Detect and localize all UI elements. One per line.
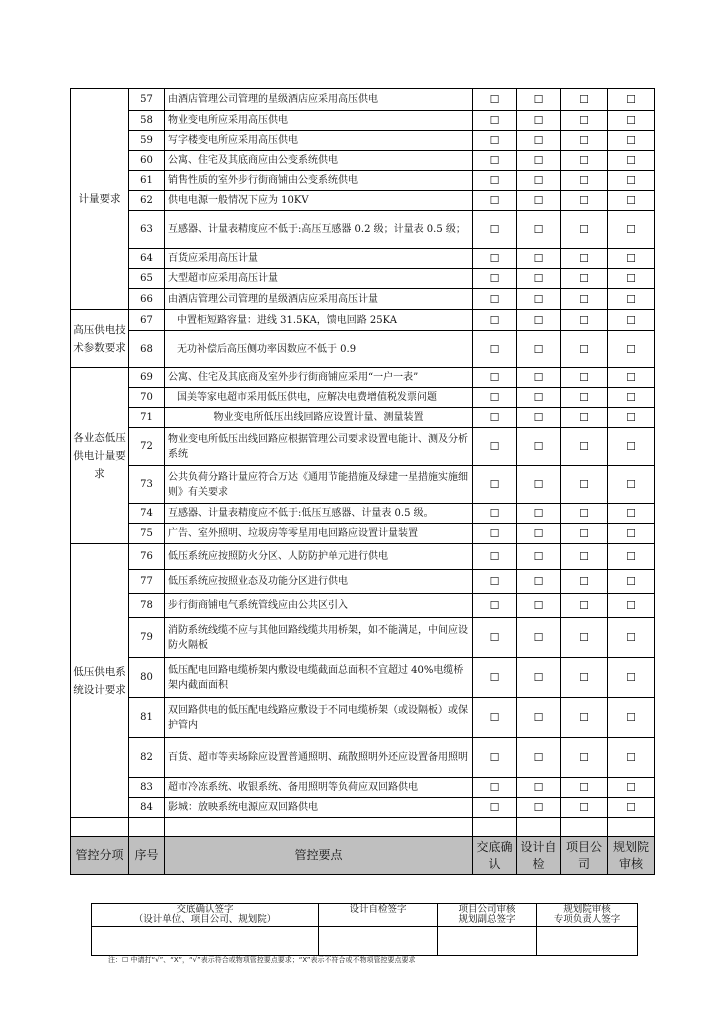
checkbox-review[interactable]: ☐ <box>608 171 655 191</box>
checkbox-self-check[interactable]: ☐ <box>517 289 561 310</box>
table-row <box>71 618 655 658</box>
row-number: 68 <box>129 331 165 368</box>
checkbox-review[interactable]: ☐ <box>608 738 655 778</box>
checkbox-self-check[interactable]: ☐ <box>517 388 561 408</box>
checkbox-self-check[interactable]: ☐ <box>517 269 561 289</box>
checkbox-project[interactable]: ☐ <box>561 310 608 331</box>
table-row <box>71 658 655 698</box>
checkbox-self-check[interactable]: ☐ <box>517 778 561 798</box>
header-self-check: 设计自检 <box>517 837 561 875</box>
checkbox-review[interactable]: ☐ <box>608 798 655 818</box>
row-text: 低压系统应按照防火分区、人防防护单元进行供电 <box>165 544 473 570</box>
row-number: 79 <box>129 618 165 658</box>
checkbox-project[interactable]: ☐ <box>561 111 608 131</box>
checkbox-self-check[interactable]: ☐ <box>517 544 561 570</box>
row-text: 公共负荷分路计量应符合万达《通用节能措施及绿建一星措施实施细则》有关要求 <box>165 466 473 504</box>
table-row <box>71 738 655 778</box>
signature-review-header <box>537 904 638 927</box>
row-number: 76 <box>129 544 165 570</box>
checkbox-self-check[interactable]: ☐ <box>517 698 561 738</box>
checkbox-review[interactable]: ☐ <box>608 408 655 428</box>
checkbox-self-check[interactable]: ☐ <box>517 618 561 658</box>
checkbox-review[interactable]: ☐ <box>608 570 655 594</box>
checkbox-review[interactable]: ☐ <box>608 331 655 368</box>
checkbox-self-check[interactable]: ☐ <box>517 570 561 594</box>
checkbox-review[interactable]: ☐ <box>608 151 655 171</box>
row-number: 57 <box>129 89 165 111</box>
row-text: 物业变电所低压出线回路应设置计量、测量装置 <box>165 408 473 428</box>
checkbox-review[interactable]: ☐ <box>608 289 655 310</box>
row-number: 60 <box>129 151 165 171</box>
signature-review-subtitle: 专项负责人签字 <box>553 914 621 925</box>
checkbox-self-check[interactable]: ☐ <box>517 798 561 818</box>
table-row <box>71 89 655 111</box>
table-row <box>71 798 655 818</box>
blank-cell <box>165 818 473 837</box>
checkbox-project[interactable]: ☐ <box>561 151 608 171</box>
table-row <box>71 289 655 310</box>
row-text: 影城：放映系统电源应双回路供电 <box>165 798 473 818</box>
checkbox-confirm[interactable]: ☐ <box>473 428 517 466</box>
row-number: 71 <box>129 408 165 428</box>
checkbox-review[interactable]: ☐ <box>608 368 655 388</box>
checkbox-confirm[interactable]: ☐ <box>473 89 517 111</box>
checkbox-self-check[interactable]: ☐ <box>517 738 561 778</box>
checkbox-self-check[interactable]: ☐ <box>517 331 561 368</box>
checkbox-project[interactable]: ☐ <box>561 408 608 428</box>
row-number: 64 <box>129 249 165 269</box>
row-text: 销售性质的室外步行街商铺由公变系统供电 <box>165 171 473 191</box>
row-text: 写字楼变电所应采用高压供电 <box>165 131 473 151</box>
checkbox-confirm[interactable]: ☐ <box>473 269 517 289</box>
table-row <box>71 249 655 269</box>
checkbox-confirm[interactable]: ☐ <box>473 658 517 698</box>
signature-self-check-title: 设计自检签字 <box>349 904 407 915</box>
checkbox-review[interactable]: ☐ <box>608 778 655 798</box>
category-lv-metering: 各业态低压供电计量要求 <box>71 368 129 544</box>
row-number: 82 <box>129 738 165 778</box>
checkbox-confirm[interactable]: ☐ <box>473 466 517 504</box>
checkbox-project[interactable]: ☐ <box>561 798 608 818</box>
checkbox-project[interactable]: ☐ <box>561 171 608 191</box>
checkbox-confirm[interactable]: ☐ <box>473 211 517 249</box>
checkbox-project[interactable]: ☐ <box>561 466 608 504</box>
checkbox-confirm[interactable]: ☐ <box>473 778 517 798</box>
signature-review-field[interactable] <box>537 927 638 956</box>
table-row <box>71 131 655 151</box>
checkbox-self-check[interactable]: ☐ <box>517 191 561 211</box>
row-text: 低压配电回路电缆桥架内敷设电缆截面总面积不宜超过 40%电缆桥架内截面面积 <box>165 658 473 698</box>
checkbox-confirm[interactable]: ☐ <box>473 570 517 594</box>
checkbox-confirm[interactable]: ☐ <box>473 111 517 131</box>
checkbox-self-check[interactable]: ☐ <box>517 594 561 618</box>
checkbox-project[interactable]: ☐ <box>561 524 608 544</box>
table-row <box>71 466 655 504</box>
checkbox-review[interactable]: ☐ <box>608 594 655 618</box>
row-number: 78 <box>129 594 165 618</box>
checkbox-confirm[interactable]: ☐ <box>473 544 517 570</box>
checkbox-review[interactable]: ☐ <box>608 191 655 211</box>
checkbox-review[interactable]: ☐ <box>608 658 655 698</box>
checkbox-review[interactable]: ☐ <box>608 544 655 570</box>
checkbox-self-check[interactable]: ☐ <box>517 111 561 131</box>
blank-cell <box>129 818 165 837</box>
row-number: 73 <box>129 466 165 504</box>
row-text: 消防系统线缆不应与其他回路线缆共用桥架，如不能满足，中间应设防火隔板 <box>165 618 473 658</box>
table-row <box>71 211 655 249</box>
table-header-row <box>71 837 655 875</box>
checkbox-confirm[interactable]: ☐ <box>473 191 517 211</box>
row-number: 74 <box>129 504 165 524</box>
row-text: 互感器、计量表精度应不低于:高压互感器 0.2 级；计量表 0.5 级； <box>165 211 473 249</box>
blank-cell <box>608 818 655 837</box>
checkbox-confirm[interactable]: ☐ <box>473 798 517 818</box>
checkbox-self-check[interactable]: ☐ <box>517 524 561 544</box>
table-row <box>71 428 655 466</box>
checkbox-confirm[interactable]: ☐ <box>473 171 517 191</box>
checkbox-self-check[interactable]: ☐ <box>517 151 561 171</box>
row-number: 80 <box>129 658 165 698</box>
row-number: 83 <box>129 778 165 798</box>
signature-table <box>91 903 638 956</box>
row-text: 物业变电所低压出线回路应根据管理公司要求设置电能计、测及分析系统 <box>165 428 473 466</box>
row-text: 由酒店管理公司管理的星级酒店应采用高压供电 <box>165 89 473 111</box>
signature-header-row <box>92 904 638 927</box>
signature-review-title: 规划院审核 <box>563 904 611 915</box>
checkbox-confirm[interactable]: ☐ <box>473 131 517 151</box>
checkbox-project[interactable]: ☐ <box>561 131 608 151</box>
row-text: 百货应采用高压计量 <box>165 249 473 269</box>
signature-confirm-field[interactable] <box>92 927 319 956</box>
checkbox-confirm[interactable]: ☐ <box>473 698 517 738</box>
signature-self-check-field[interactable] <box>319 927 438 956</box>
row-text: 国美等家电超市采用低压供电，应解决电费增值税发票问题 <box>165 388 473 408</box>
checkbox-self-check[interactable]: ☐ <box>517 131 561 151</box>
checkbox-project[interactable]: ☐ <box>561 249 608 269</box>
checkbox-project[interactable]: ☐ <box>561 504 608 524</box>
checkbox-confirm[interactable]: ☐ <box>473 151 517 171</box>
checkbox-confirm[interactable]: ☐ <box>473 504 517 524</box>
checkbox-review[interactable]: ☐ <box>608 211 655 249</box>
signature-self-check-header <box>319 904 438 927</box>
row-text: 由酒店管理公司管理的星级酒店应采用高压计量 <box>165 289 473 310</box>
table-row <box>71 310 655 331</box>
row-number: 70 <box>129 388 165 408</box>
checkbox-review[interactable]: ☐ <box>608 249 655 269</box>
row-text: 广告、室外照明、垃圾房等零星用电回路应设置计量装置 <box>165 524 473 544</box>
checkbox-self-check[interactable]: ☐ <box>517 428 561 466</box>
row-text: 低压系统应按照业态及功能分区进行供电 <box>165 570 473 594</box>
checkbox-self-check[interactable]: ☐ <box>517 368 561 388</box>
checkbox-project[interactable]: ☐ <box>561 428 608 466</box>
blank-cell <box>517 818 561 837</box>
checkbox-project[interactable]: ☐ <box>561 388 608 408</box>
header-category: 管控分项 <box>71 837 129 875</box>
checkbox-review[interactable]: ☐ <box>608 388 655 408</box>
checkbox-confirm[interactable]: ☐ <box>473 738 517 778</box>
table-row <box>71 570 655 594</box>
header-project: 项目公司 <box>561 837 608 875</box>
checkbox-project[interactable]: ☐ <box>561 738 608 778</box>
checkbox-project[interactable]: ☐ <box>561 658 608 698</box>
row-number: 84 <box>129 798 165 818</box>
checkbox-project[interactable]: ☐ <box>561 89 608 111</box>
checkbox-project[interactable]: ☐ <box>561 269 608 289</box>
checkbox-project[interactable]: ☐ <box>561 698 608 738</box>
category-lv-design: 低压供电系统设计要求 <box>71 544 129 818</box>
checkbox-project[interactable]: ☐ <box>561 594 608 618</box>
row-text: 供电电源一般情况下应为 10KV <box>165 191 473 211</box>
checkbox-review[interactable]: ☐ <box>608 269 655 289</box>
row-number: 59 <box>129 131 165 151</box>
row-text: 百货、超市等卖场除应设置普通照明、疏散照明外还应设置备用照明 <box>165 738 473 778</box>
checkbox-review[interactable]: ☐ <box>608 698 655 738</box>
checkbox-project[interactable]: ☐ <box>561 211 608 249</box>
checkbox-confirm[interactable]: ☐ <box>473 249 517 269</box>
checkbox-project[interactable]: ☐ <box>561 544 608 570</box>
table-row <box>71 269 655 289</box>
row-number: 63 <box>129 211 165 249</box>
table-row <box>71 331 655 368</box>
checkbox-review[interactable]: ☐ <box>608 524 655 544</box>
signature-fields-row <box>92 927 638 956</box>
checkbox-confirm[interactable]: ☐ <box>473 388 517 408</box>
blank-cell <box>561 818 608 837</box>
category-metering: 计量要求 <box>71 89 129 310</box>
signature-project-title: 项目公司审核 <box>458 904 516 915</box>
row-number: 65 <box>129 269 165 289</box>
checkbox-review[interactable]: ☐ <box>608 504 655 524</box>
header-number: 序号 <box>129 837 165 875</box>
checkbox-review[interactable]: ☐ <box>608 466 655 504</box>
row-text: 超市冷冻系统、收银系统、备用照明等负荷应双回路供电 <box>165 778 473 798</box>
table-row <box>71 504 655 524</box>
row-number: 72 <box>129 428 165 466</box>
row-text: 步行街商铺电气系统管线应由公共区引入 <box>165 594 473 618</box>
row-number: 66 <box>129 289 165 310</box>
checkbox-project[interactable]: ☐ <box>561 289 608 310</box>
table-row <box>71 594 655 618</box>
table-row <box>71 698 655 738</box>
checkbox-review[interactable]: ☐ <box>608 111 655 131</box>
row-number: 77 <box>129 570 165 594</box>
header-confirm: 交底确认 <box>473 837 517 875</box>
table-row <box>71 368 655 388</box>
signature-confirm-subtitle: （设计单位、项目公司、规划院） <box>133 914 277 925</box>
checkbox-project[interactable]: ☐ <box>561 778 608 798</box>
checkbox-project[interactable]: ☐ <box>561 570 608 594</box>
row-number: 75 <box>129 524 165 544</box>
signature-project-subtitle: 规划副总签字 <box>458 914 516 925</box>
blank-row <box>71 818 655 837</box>
checkbox-self-check[interactable]: ☐ <box>517 171 561 191</box>
row-number: 62 <box>129 191 165 211</box>
table-row <box>71 151 655 171</box>
row-text: 物业变电所应采用高压供电 <box>165 111 473 131</box>
checkbox-confirm[interactable]: ☐ <box>473 594 517 618</box>
table-row <box>71 544 655 570</box>
checkbox-self-check[interactable]: ☐ <box>517 249 561 269</box>
row-number: 67 <box>129 310 165 331</box>
checkbox-confirm[interactable]: ☐ <box>473 331 517 368</box>
checkbox-confirm[interactable]: ☐ <box>473 408 517 428</box>
table-row <box>71 191 655 211</box>
header-control-point: 管控要点 <box>165 837 473 875</box>
checkbox-confirm[interactable]: ☐ <box>473 524 517 544</box>
signature-project-header <box>438 904 537 927</box>
checkbox-confirm[interactable]: ☐ <box>473 618 517 658</box>
checkbox-review[interactable]: ☐ <box>608 310 655 331</box>
table-row <box>71 111 655 131</box>
checkbox-self-check[interactable]: ☐ <box>517 89 561 111</box>
table-row <box>71 524 655 544</box>
header-review: 规划院审核 <box>608 837 655 875</box>
signature-confirm-title: 交底确认签字 <box>176 904 234 915</box>
blank-cell <box>473 818 517 837</box>
row-number: 58 <box>129 111 165 131</box>
checkbox-review[interactable]: ☐ <box>608 428 655 466</box>
table-row <box>71 388 655 408</box>
checkbox-self-check[interactable]: ☐ <box>517 211 561 249</box>
checkbox-self-check[interactable]: ☐ <box>517 504 561 524</box>
checkbox-project[interactable]: ☐ <box>561 191 608 211</box>
category-hv-params: 高压供电技术参数要求 <box>71 310 129 368</box>
table-row <box>71 778 655 798</box>
checkbox-self-check[interactable]: ☐ <box>517 658 561 698</box>
row-text: 互感器、计量表精度应不低于:低压互感器、计量表 0.5 级。 <box>165 504 473 524</box>
row-number: 61 <box>129 171 165 191</box>
checkbox-review[interactable]: ☐ <box>608 131 655 151</box>
blank-cell <box>71 818 129 837</box>
table-row <box>71 408 655 428</box>
checkbox-project[interactable]: ☐ <box>561 618 608 658</box>
checkbox-self-check[interactable]: ☐ <box>517 466 561 504</box>
row-text: 无功补偿后高压侧功率因数应不低于 0.9 <box>165 331 473 368</box>
checkbox-project[interactable]: ☐ <box>561 331 608 368</box>
row-text: 双回路供电的低压配电线路应敷设于不同电缆桥架（或设隔板）或保护管内 <box>165 698 473 738</box>
row-text: 公寓、住宅及其底商及室外步行街商铺应采用“一户一表” <box>165 368 473 388</box>
footnote: 注：☐ 中请打“√”、“X”，“√”表示符合或物项管控要点要求；“X”表示不符合或不物项管控要点要求 <box>108 956 416 964</box>
signature-confirm-header <box>92 904 319 927</box>
checkbox-self-check[interactable]: ☐ <box>517 310 561 331</box>
control-points-table <box>70 88 655 875</box>
signature-project-field[interactable] <box>438 927 537 956</box>
checkbox-self-check[interactable]: ☐ <box>517 408 561 428</box>
checkbox-project[interactable]: ☐ <box>561 368 608 388</box>
row-text: 中置柜短路容量：进线 31.5KA，馈电回路 25KA <box>165 310 473 331</box>
checkbox-review[interactable]: ☐ <box>608 618 655 658</box>
checkbox-confirm[interactable]: ☐ <box>473 368 517 388</box>
table-row <box>71 171 655 191</box>
checkbox-review[interactable]: ☐ <box>608 89 655 111</box>
row-text: 大型超市应采用高压计量 <box>165 269 473 289</box>
row-number: 81 <box>129 698 165 738</box>
checkbox-confirm[interactable]: ☐ <box>473 310 517 331</box>
row-number: 69 <box>129 368 165 388</box>
row-text: 公寓、住宅及其底商应由公变系统供电 <box>165 151 473 171</box>
checkbox-confirm[interactable]: ☐ <box>473 289 517 310</box>
